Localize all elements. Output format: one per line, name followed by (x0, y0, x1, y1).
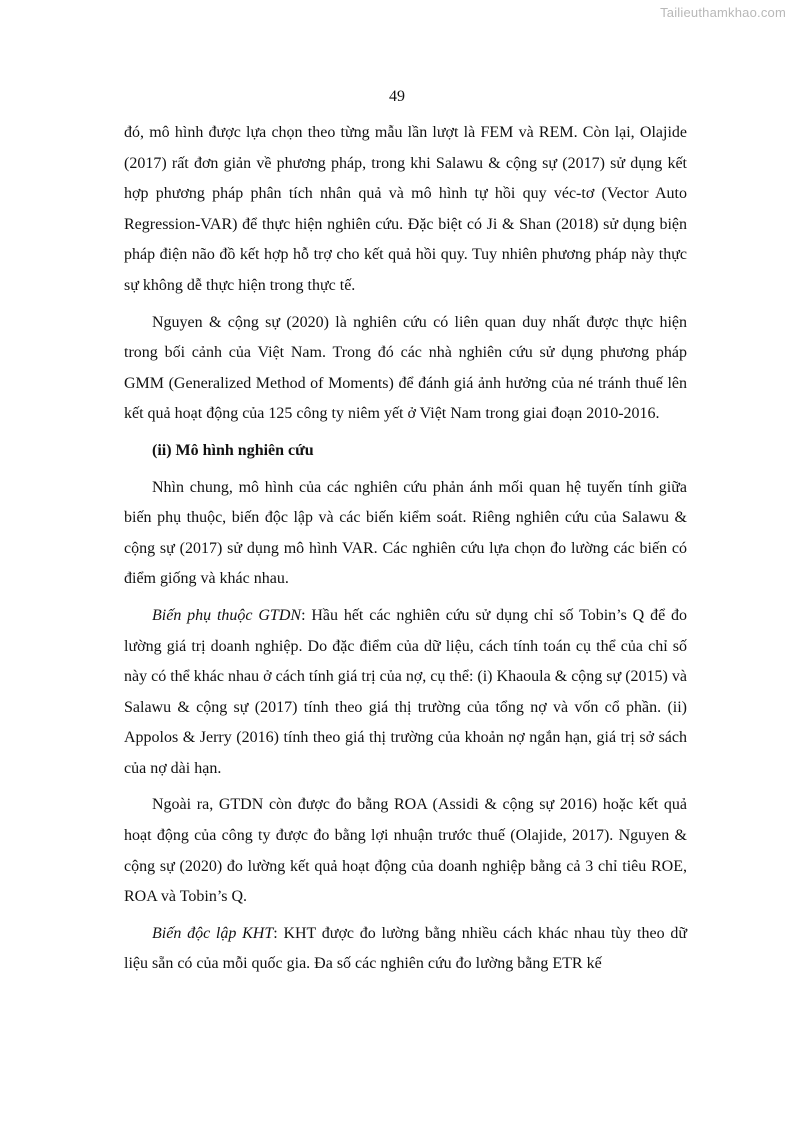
paragraph-4 (124, 601, 687, 785)
page-number: 49 (389, 88, 405, 105)
document-body (124, 118, 687, 980)
paragraph-3: Nhìn chung, mô hình của các nghiên cứu phản ánh mối quan hệ tuyến tính giữa biến phụ thuộc, biến độc lập và các biến kiểm soát. Riêng nghiên cứu của Salawu & cộng sự (2017) sử dụng mô hình VAR. Các nghiên cứu lựa chọn đo lường các biến có điểm giống và khác nhau. (124, 478, 687, 588)
paragraph-6-text: : KHT được đo lường bằng nhiều cách khác nhau tùy theo dữ liệu sẵn có của mỗi quốc gia. Đa số các nghiên cứu đo lường bằng ETR kế (124, 924, 687, 973)
paragraph-4-label: Biến phụ thuộc GTDN (152, 606, 302, 624)
paragraph-1: đó, mô hình được lựa chọn theo từng mẫu lần lượt là FEM và REM. Còn lại, Olajide (2017) rất đơn giản về phương pháp, trong khi Salawu & cộng sự (2017) sử dụng kết hợp phương pháp phân tích nhân quả và mô hình tự hồi quy véc-tơ (Vector Auto Regression-VAR) để thực hiện nghiên cứu. Đặc biệt có Ji & Shan (2018) sử dụng biện pháp điện não đồ kết hợp hỗ trợ cho kết quả hồi quy. Tuy nhiên phương pháp này thực sự không dễ thực hiện trong thực tế. (124, 124, 687, 294)
paragraph-4-text: : Hầu hết các nghiên cứu sử dụng chỉ số Tobin’s Q để đo lường giá trị doanh nghiệp. Do đặc điểm của dữ liệu, cách tính toán cụ thể của chỉ số này có thể khác nhau ở cách tính giá trị của nợ, cụ thể: (i) Khaoula & cộng sự (2015) và Salawu & cộng sự (2017) tính theo giá thị trường của tổng nợ và vốn cổ phần. (ii) Appolos & Jerry (2016) tính theo giá thị trường của khoản nợ ngắn hạn, giá trị sở sách của nợ dài hạn. (124, 606, 688, 777)
paragraph-2: Nguyen & cộng sự (2020) là nghiên cứu có liên quan duy nhất được thực hiện trong bối cảnh của Việt Nam. Trong đó các nhà nghiên cứu sử dụng phương pháp GMM (Generalized Method of Moments) để đánh giá ảnh hưởng của né tránh thuế lên kết quả hoạt động của 125 công ty niêm yết ở Việt Nam trong giai đoạn 2010-2016. (124, 313, 687, 423)
section-heading: (ii) Mô hình nghiên cứu (152, 441, 314, 459)
paragraph-5: Ngoài ra, GTDN còn được đo bằng ROA (Assidi & cộng sự 2016) hoặc kết quả hoạt động của công ty được đo bằng lợi nhuận trước thuế (Olajide, 2017). Nguyen & cộng sự (2020) đo lường kết quả hoạt động của doanh nghiệp bằng cả 3 chỉ tiêu ROE, ROA và Tobin’s Q. (124, 796, 687, 906)
paragraph-6-label: Biến độc lập KHT (152, 924, 274, 942)
watermark: Tailieuthamkhao.com (660, 5, 786, 20)
paragraph-6 (124, 919, 687, 980)
